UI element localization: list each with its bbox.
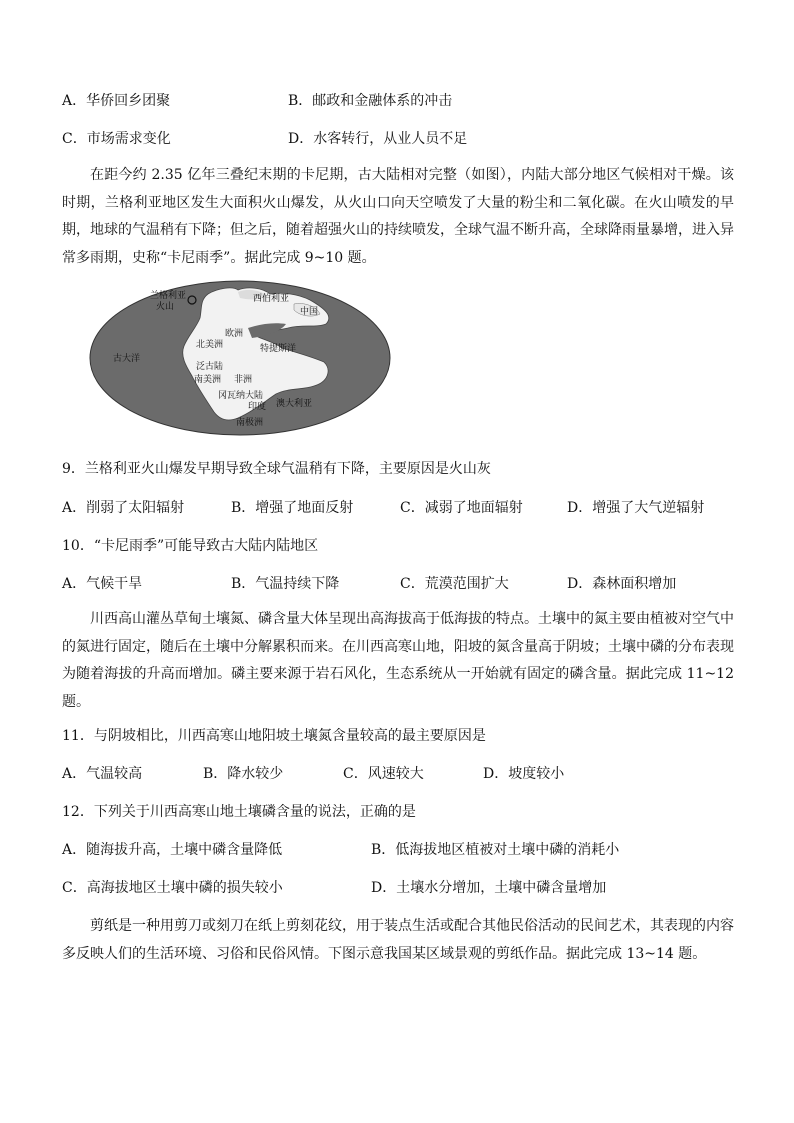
passage-1-text: 在距今约 2.35 亿年三叠纪末期的卡尼期，古大陆相对完整（如图），内陆大部分地区气候相对干燥。该时期，兰格利亚地区发生大面积火山爆发，从火山口向天空喷发了大量的粉尘和二氧化碳。在火山喷发的早期，地球的气温稍有下降；但之后，随着超强火山的持续喷发，全球气温不断升高，全球降雨量暴增，进入异常多雨期，史称“卡尼雨季”。据此完成 9~10 题。	[62, 167, 734, 266]
passage-kani-pluvial	[62, 162, 734, 272]
q12-option-d: D．土壤水分增加，土壤中磷含量增加	[371, 880, 607, 896]
q8-option-c: C．市场需求变化	[62, 131, 171, 147]
label-europe: 欧洲	[225, 329, 244, 339]
q10-stem: 10．“卡尼雨季”可能导致古大陆内陆地区	[62, 538, 319, 554]
q11-option-a: A．气温较高	[62, 766, 143, 782]
passage-paper-cutting	[62, 913, 734, 968]
label-volcano-2: 火山	[156, 302, 175, 312]
label-volcano-1: 兰格利亚	[150, 291, 187, 301]
label-pangaea: 泛古陆	[196, 362, 224, 372]
q12-option-c: C．高海拔地区土壤中磷的损失较小	[62, 880, 283, 896]
q10-option-a: A．气候干旱	[62, 576, 143, 592]
label-south-america: 南美洲	[194, 375, 222, 385]
label-africa: 非洲	[234, 375, 253, 385]
q9-stem: 9．兰格利亚火山爆发早期导致全球气温稍有下降，主要原因是火山灰	[62, 461, 491, 477]
passage-2-text: 川西高山灌丛草甸土壤氮、磷含量大体呈现出高海拔高于低海拔的特点。土壤中的氮主要由植被对空气中的氮进行固定，随后在土壤中分解累积而来。在川西高寒山地，阳坡的氮含量高于阴坡；土壤中磷的分布表现为随着海拔的升高而增加。磷主要来源于岩石风化，生态系统从一开始就有固定的磷含量。据此完成 11~12 题。	[62, 611, 734, 710]
label-north-america: 北美洲	[196, 340, 224, 350]
q8-option-b: B．邮政和金融体系的冲击	[288, 93, 453, 109]
q12-stem: 12．下列关于川西高寒山地土壤磷含量的说法，正确的是	[62, 804, 416, 820]
q11-option-c: C．风速较大	[343, 766, 424, 782]
pangaea-map	[88, 278, 392, 438]
q11-option-b: B．降水较少	[203, 766, 284, 782]
q12-option-b: B．低海拔地区植被对土壤中磷的消耗小	[371, 842, 620, 858]
label-antarctica: 南极洲	[236, 418, 264, 428]
q12-option-a: A．随海拔升高，土壤中磷含量降低	[62, 842, 283, 858]
label-china: 中国	[300, 307, 319, 317]
q10-option-c: C．荒漠范围扩大	[400, 576, 509, 592]
q9-option-b: B．增强了地面反射	[231, 500, 354, 516]
q9-option-a: A．削弱了太阳辐射	[62, 500, 185, 516]
label-gondwana: 冈瓦纳大陆	[218, 391, 264, 401]
label-india: 印度	[248, 402, 267, 412]
label-tethys: 特提斯洋	[260, 344, 297, 354]
q11-option-d: D．坡度较小	[483, 766, 565, 782]
q8-option-a: A．华侨回乡团聚	[62, 93, 171, 109]
passage-soil-nutrients	[62, 606, 734, 716]
label-australia: 澳大利亚	[276, 399, 313, 409]
q10-option-b: B．气温持续下降	[231, 576, 340, 592]
label-siberia: 西伯利亚	[253, 294, 290, 304]
q9-option-d: D．增强了大气逆辐射	[567, 500, 705, 516]
q8-option-d: D．水客转行，从业人员不足	[288, 131, 468, 147]
passage-3-text: 剪纸是一种用剪刀或刻刀在纸上剪刻花纹，用于装点生活或配合其他民俗活动的民间艺术，其表现的内容多反映人们的生活环境、习俗和民俗风情。下图示意我国某区域景观的剪纸作品。据此完成 13~14 题。	[62, 918, 734, 962]
q10-option-d: D．森林面积增加	[567, 576, 677, 592]
q11-stem: 11．与阴坡相比，川西高寒山地阳坡土壤氮含量较高的最主要原因是	[62, 728, 486, 744]
label-paleo-ocean: 古大洋	[113, 354, 141, 364]
q9-option-c: C．减弱了地面辐射	[400, 500, 523, 516]
